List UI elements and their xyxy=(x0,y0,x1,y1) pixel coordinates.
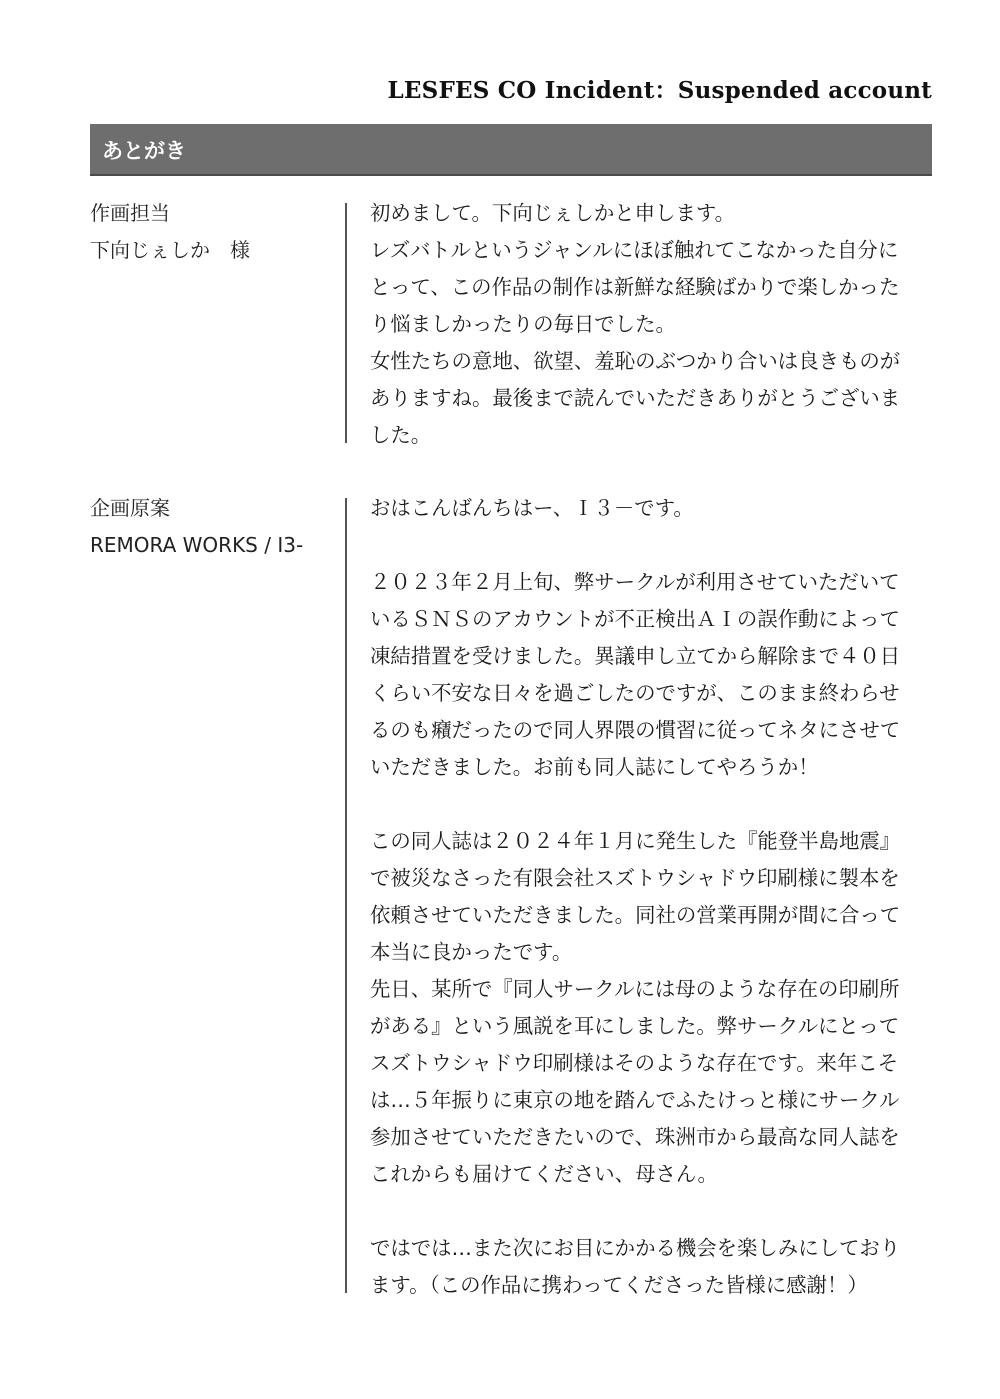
message-line: この同人誌は２０２４年１月に発生した『能登半島地震』 xyxy=(370,829,901,853)
section-header xyxy=(90,124,932,176)
message-line xyxy=(370,527,935,564)
message-line: 凍結措置を受けました。異議申し立てから解除まで４０日 xyxy=(370,644,901,668)
message-line: いただきました。お前も同人誌にしてやろうか！ xyxy=(370,755,819,779)
message-line: り悩ましかったりの毎日でした。 xyxy=(370,312,676,336)
message-line xyxy=(370,786,935,823)
afterword-message xyxy=(370,490,935,1304)
message-line: ます。（この作品に携わってくださった皆様に感謝！） xyxy=(370,1273,868,1297)
credit xyxy=(90,490,303,564)
message-line: 女性たちの意地、欲望、羞恥のぶつかり合いは良きものが xyxy=(370,349,901,373)
message-line: 依頼させていただきました。同社の営業再開が間に合って xyxy=(370,903,901,927)
message-line xyxy=(370,1193,935,1230)
message-line: とって、この作品の制作は新鮮な経験ばかりで楽しかった xyxy=(370,275,900,299)
column-divider xyxy=(345,498,347,1293)
message-line: これからも届けてください、母さん。 xyxy=(370,1162,718,1186)
afterword-entry-planner xyxy=(90,490,932,1300)
message-line: で被災なさった有限会社スズトウシャドウ印刷様に製本を xyxy=(370,866,900,890)
afterword-message xyxy=(370,195,935,454)
message-line: ありますね。最後まで読んでいただきありがとうございま xyxy=(370,386,901,410)
message-line: いるＳＮＳのアカウントが不正検出ＡＩの誤作動によって xyxy=(370,607,900,631)
message-line: した。 xyxy=(370,423,432,447)
message-line: は…５年振りに東京の地を踏んでふたけっと様にサークル xyxy=(370,1088,900,1112)
message-line: がある』という風説を耳にしました。弊サークルにとって xyxy=(370,1014,900,1038)
message-line: レズバトルというジャンルにほぼ触れてこなかった自分に xyxy=(370,238,899,262)
message-line: 初めまして。下向じぇしかと申します。 xyxy=(370,201,735,225)
message-line: 参加させていただきたいので、珠洲市から最高な同人誌を xyxy=(370,1125,900,1149)
message-line: スズトウシャドウ印刷様はそのような存在です。来年こそ xyxy=(370,1051,899,1075)
credit-role: 作画担当 xyxy=(90,201,170,225)
document-title: LESFES CO Incident：Suspended account xyxy=(387,77,932,104)
message-line: るのも癪だったので同人界隈の慣習に従ってネタにさせて xyxy=(370,718,901,742)
message-line: くらい不安な日々を過ごしたのですが、このまま終わらせ xyxy=(370,681,900,705)
credit-name: REMORA WORKS / I3- xyxy=(90,533,304,557)
afterword-entry-artist xyxy=(90,195,932,455)
credit-role: 企画原案 xyxy=(90,496,170,520)
column-divider xyxy=(345,203,347,443)
message-line: 先日、某所で『同人サークルには母のような存在の印刷所 xyxy=(370,977,900,1001)
message-line: おはこんばんちはー、Ｉ３－です。 xyxy=(370,496,694,520)
credit-name: 下向じぇしか 様 xyxy=(90,238,250,262)
message-line: ２０２３年２月上旬、弊サークルが利用させていただいて xyxy=(370,570,900,594)
section-title: あとがき xyxy=(102,139,186,163)
message-line: 本当に良かったです。 xyxy=(370,940,573,964)
message-line: ではでは…また次にお目にかかる機会を楽しみにしており xyxy=(370,1236,901,1260)
credit xyxy=(90,195,250,269)
